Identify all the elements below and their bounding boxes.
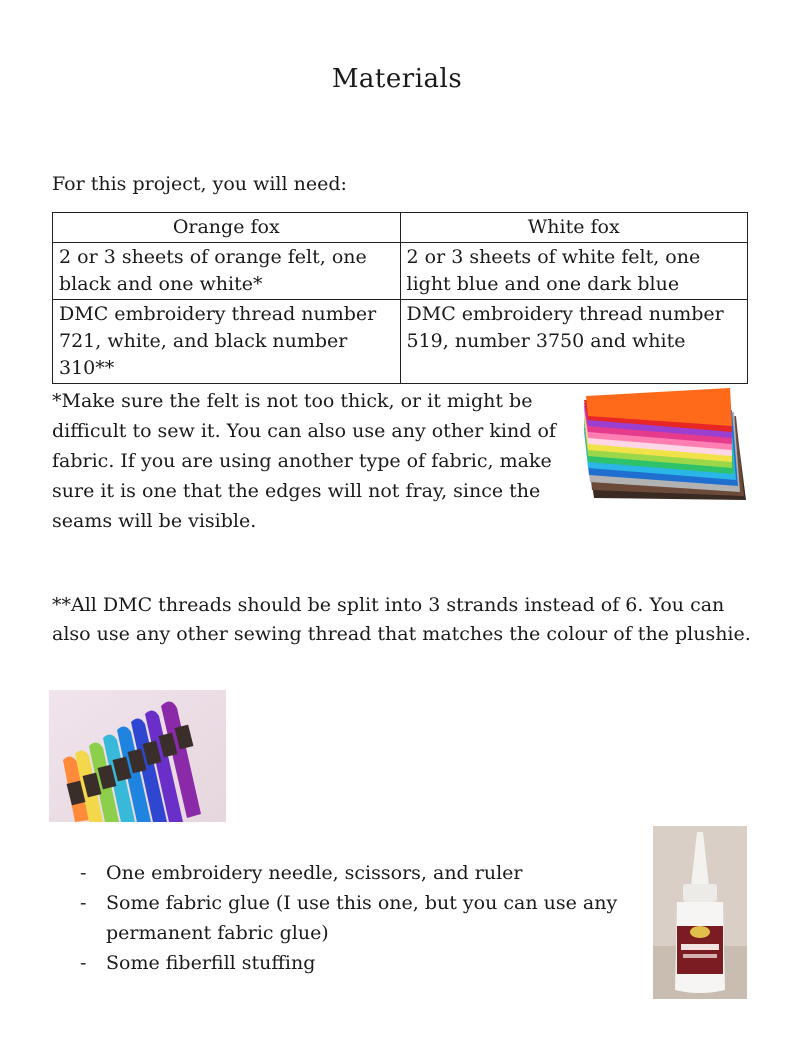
materials-table — [52, 212, 748, 384]
felt-sheets-photo — [580, 382, 750, 507]
bullet-dash: - — [80, 892, 87, 914]
embroidery-thread-photo — [49, 690, 226, 822]
bullet-dash: - — [80, 862, 87, 884]
page-title: Materials — [331, 64, 463, 94]
thread-orange-fox: DMC embroidery thread number 721, white, and black number 310** — [53, 300, 401, 384]
thread-note: **All DMC threads should be split into 3 strands instead of 6. You can also use any other sewing thread that matches the colour of the plushie. — [52, 594, 751, 645]
supplies-list — [80, 858, 650, 978]
column-header-orange-fox: Orange fox — [53, 213, 401, 243]
list-item-text: Some fabric glue (I use this one, but you can use any permanent fabric glue) — [106, 892, 618, 944]
intro-text: For this project, you will need: — [52, 173, 347, 195]
felt-orange-fox: 2 or 3 sheets of orange felt, one black and one white* — [53, 243, 401, 300]
table-row — [53, 300, 748, 384]
felt-note: *Make sure the felt is not too thick, or it might be difficult to sew it. You can also use any other kind of fabric. If you are using another type of fabric, make sure it is one that the edges will not fray, since the seams will be visible. — [52, 390, 556, 532]
list-item — [80, 948, 650, 978]
list-item-text: Some fiberfill stuffing — [106, 952, 316, 974]
fabric-glue-photo — [653, 826, 747, 999]
thread-white-fox: DMC embroidery thread number 519, number 3750 and white — [400, 300, 748, 384]
column-header-white-fox: White fox — [400, 213, 748, 243]
table-header-row — [53, 213, 748, 243]
felt-white-fox: 2 or 3 sheets of white felt, one light blue and one dark blue — [400, 243, 748, 300]
table-row — [53, 243, 748, 300]
bullet-dash: - — [80, 952, 87, 974]
list-item-text: One embroidery needle, scissors, and ruler — [106, 862, 523, 884]
list-item — [80, 888, 650, 948]
list-item — [80, 858, 650, 888]
